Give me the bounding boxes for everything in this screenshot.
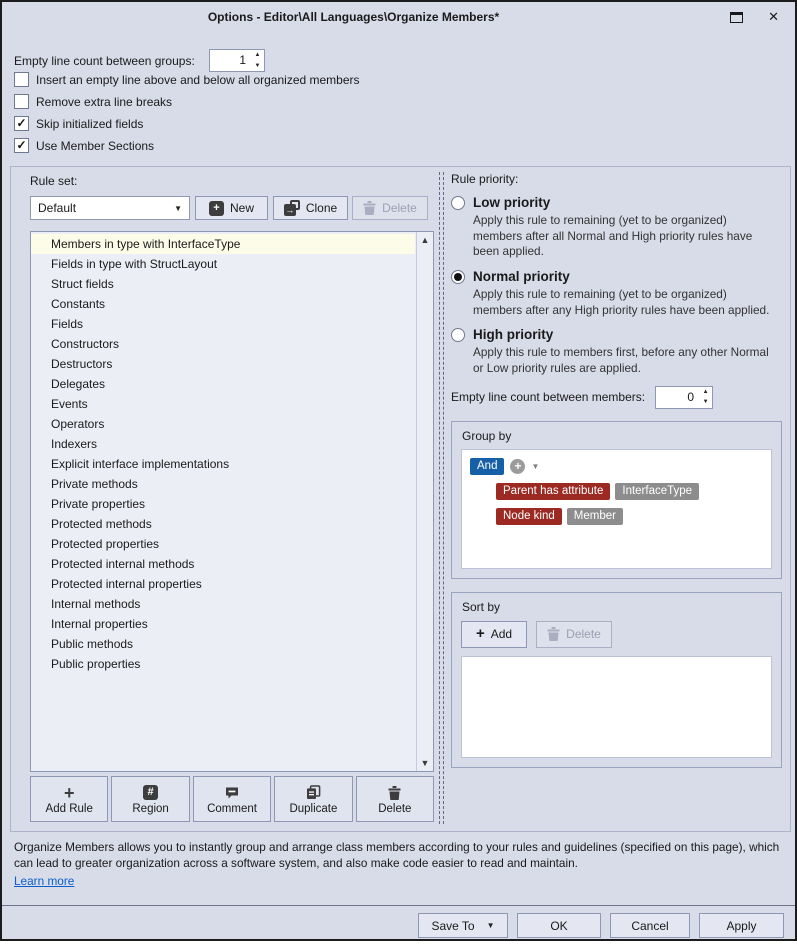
spinner-up-icon[interactable]: ▲	[702, 388, 709, 395]
learn-more-link[interactable]: Learn more	[14, 873, 75, 888]
priority-description: Apply this rule to members first, before any other Normal or Low priority rules are applied.	[473, 345, 769, 376]
region-button[interactable]	[111, 776, 189, 822]
rule-list-item[interactable]: Protected internal properties	[51, 577, 202, 591]
rule-list-item[interactable]: Protected methods	[51, 517, 152, 531]
apply-button[interactable]: Apply	[699, 913, 784, 938]
rule-list-item[interactable]: Delegates	[51, 377, 106, 391]
rule-list-item[interactable]: Explicit interface implementations	[51, 457, 230, 471]
rules-listbox[interactable]	[30, 231, 434, 772]
trash-icon	[547, 627, 560, 641]
empty-line-members-label: Empty line count between members:	[451, 390, 646, 405]
delete-rule-set-button[interactable]	[352, 196, 428, 220]
rule-list-item[interactable]: Members in type with InterfaceType	[31, 234, 415, 254]
sort-delete-label: Delete	[566, 627, 601, 642]
radio-button[interactable]	[451, 196, 465, 210]
checkbox-row[interactable]	[14, 116, 360, 131]
duplicate-icon	[306, 784, 321, 801]
operator-chip[interactable]: And	[470, 458, 504, 475]
condition-value-chip[interactable]: InterfaceType	[615, 483, 699, 500]
operator-row	[470, 458, 763, 475]
rule-detail-panel	[451, 172, 782, 768]
save-to-button[interactable]	[418, 913, 508, 938]
general-checkboxes	[14, 72, 360, 160]
rule-list-item[interactable]: Constants	[51, 297, 106, 311]
footer-separator	[2, 905, 795, 906]
checkbox[interactable]: ✓	[14, 138, 29, 153]
rule-set-label: Rule set:	[30, 174, 78, 188]
rule-list-item[interactable]: Fields	[51, 317, 84, 331]
scroll-down-icon[interactable]: ▼	[420, 758, 430, 768]
rules-scrollbar[interactable]	[416, 232, 433, 771]
rule-set-dropdown[interactable]	[30, 196, 190, 220]
plus-icon: +	[63, 782, 75, 803]
footer-buttons	[418, 913, 784, 938]
rule-priority-label: Rule priority:	[451, 172, 519, 186]
sort-add-label: Add	[490, 627, 513, 642]
group-by-editor[interactable]	[461, 449, 772, 569]
add-rule-button[interactable]	[30, 776, 108, 822]
rule-list-item[interactable]: Internal methods	[51, 597, 141, 611]
duplicate-label: Duplicate	[289, 803, 338, 815]
spinner-arrows[interactable]	[698, 387, 712, 408]
window-title: Options - Editor\All Languages\Organize Members*	[207, 10, 500, 24]
rule-list-item[interactable]: Private methods	[51, 477, 138, 491]
sort-delete-button[interactable]	[536, 621, 612, 648]
priority-description: Apply this rule to remaining (yet to be organized) members after all Normal and High priority rules have been applied.	[473, 213, 753, 259]
trash-icon	[363, 201, 376, 215]
page-description	[14, 840, 789, 890]
sort-by-list[interactable]	[461, 656, 772, 758]
rules-items	[31, 234, 415, 674]
checkbox[interactable]	[14, 94, 29, 109]
cancel-button[interactable]: Cancel	[610, 913, 690, 938]
trash-icon	[388, 784, 401, 801]
rule-list-item[interactable]: Public properties	[51, 657, 141, 671]
rule-list-item[interactable]: Internal properties	[51, 617, 148, 631]
condition-value-chip[interactable]: Member	[567, 508, 623, 525]
duplicate-button[interactable]	[274, 776, 352, 822]
sort-by-title: Sort by	[462, 599, 501, 614]
rule-list-item[interactable]: Protected properties	[51, 537, 160, 551]
spinner-up-icon[interactable]: ▲	[254, 52, 261, 58]
ok-button[interactable]: OK	[517, 913, 601, 938]
radio-button[interactable]	[451, 328, 465, 342]
comment-button[interactable]	[193, 776, 271, 822]
empty-line-members-spinner[interactable]	[655, 386, 713, 409]
add-condition-icon[interactable]: +	[510, 459, 525, 474]
clone-rule-set-button[interactable]	[273, 196, 348, 220]
empty-line-members-value[interactable]: 0	[687, 389, 695, 404]
clone-button-label: Clone	[305, 201, 338, 215]
rule-list-item[interactable]: Constructors	[51, 337, 120, 351]
rule-list-item[interactable]: Fields in type with StructLayout	[51, 257, 218, 271]
restore-icon[interactable]	[730, 12, 743, 23]
checkbox-label: Skip initialized fields	[36, 116, 144, 131]
comment-icon	[225, 784, 239, 801]
checkbox[interactable]	[14, 72, 29, 87]
condition-row	[496, 508, 763, 525]
spinner-down-icon[interactable]: ▼	[254, 62, 261, 69]
empty-line-groups-value[interactable]: 1	[239, 53, 246, 67]
rule-list-item[interactable]: Protected internal methods	[51, 557, 195, 571]
radio-button[interactable]	[451, 270, 465, 284]
sort-by-box	[451, 592, 782, 768]
add-rule-label: Add Rule	[45, 803, 93, 815]
save-to-label: Save To	[431, 918, 475, 933]
chevron-down-icon: ▼	[174, 203, 182, 213]
delete-label: Delete	[378, 803, 412, 815]
chevron-down-icon[interactable]: ▼	[531, 461, 540, 471]
checkbox-label: Remove extra line breaks	[36, 94, 173, 109]
rule-list-item[interactable]: Indexers	[51, 437, 98, 451]
checkbox-row[interactable]	[14, 138, 360, 153]
new-rule-set-button[interactable]	[195, 196, 268, 220]
rule-list-item[interactable]: Events	[51, 397, 88, 411]
new-button-label: New	[229, 201, 254, 215]
rule-set-selected-value: Default	[38, 201, 77, 215]
panel-splitter[interactable]	[439, 172, 444, 824]
region-label: Region	[132, 803, 169, 815]
plus-box-icon: +	[209, 201, 224, 216]
group-by-box	[451, 421, 782, 579]
rule-list-item[interactable]: Destructors	[51, 357, 113, 371]
group-by-title: Group by	[462, 428, 512, 443]
clone-icon: →	[284, 200, 300, 216]
comment-label: Comment	[207, 803, 257, 815]
spinner-arrows[interactable]	[250, 50, 264, 71]
close-icon[interactable]: ✕	[768, 9, 779, 24]
condition-field-chip[interactable]: Parent has attribute	[496, 483, 610, 500]
rule-list-item[interactable]: Public methods	[51, 637, 134, 651]
chevron-down-icon: ▼	[486, 921, 495, 930]
priority-name: High priority	[473, 327, 554, 343]
condition-row	[496, 483, 763, 500]
condition-field-chip[interactable]: Node kind	[496, 508, 562, 525]
checkbox[interactable]: ✓	[14, 116, 29, 131]
plus-icon: +	[475, 625, 485, 643]
priority-name: Low priority	[473, 195, 551, 210]
condition-rows	[470, 483, 763, 525]
hash-icon: #	[143, 784, 158, 801]
rule-list-item[interactable]: Private properties	[51, 497, 146, 511]
delete-button-label: Delete	[382, 201, 417, 215]
sort-by-toolbar	[452, 620, 781, 656]
spinner-down-icon[interactable]: ▼	[702, 399, 709, 406]
priority-option-head[interactable]	[451, 327, 782, 342]
empty-line-groups-label: Empty line count between groups:	[14, 54, 195, 68]
rule-list-item[interactable]: Struct fields	[51, 277, 114, 291]
priority-option	[451, 269, 782, 318]
priority-option	[451, 327, 782, 376]
priority-description: Apply this rule to remaining (yet to be organized) members after any High priority rules have been applied.	[473, 287, 770, 317]
checkbox-row[interactable]	[14, 94, 360, 109]
rule-priority-options	[451, 195, 782, 377]
description-text: Organize Members allows you to instantly group and arrange class members according to your rules and guidelines (specified on this page), which can lead to greater organization across a software system, and also make code easier to read and maintain.	[14, 840, 780, 870]
priority-name: Normal priority	[473, 269, 570, 285]
checkbox-row[interactable]	[14, 72, 360, 87]
delete-rule-button[interactable]	[356, 776, 434, 822]
priority-option	[451, 195, 782, 260]
priority-option-head[interactable]	[451, 195, 782, 210]
title-bar	[2, 2, 795, 32]
priority-option-head[interactable]	[451, 269, 782, 284]
empty-line-members-row	[451, 386, 782, 409]
rules-toolbar	[30, 776, 434, 822]
checkbox-label: Insert an empty line above and below all organized members	[36, 72, 360, 87]
scroll-up-icon[interactable]: ▲	[420, 235, 430, 245]
sort-add-button[interactable]	[461, 621, 527, 648]
empty-line-groups-spinner[interactable]	[209, 49, 265, 72]
rule-list-item[interactable]: Operators	[51, 417, 105, 431]
checkbox-label: Use Member Sections	[36, 138, 155, 153]
